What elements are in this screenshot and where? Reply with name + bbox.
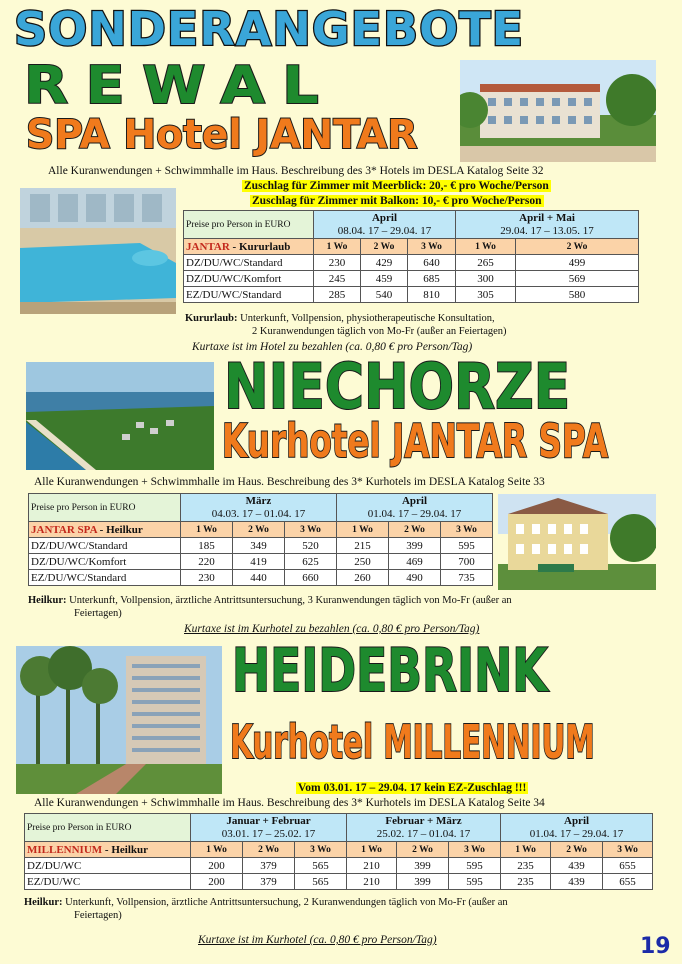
price-cell: 230 <box>181 570 233 586</box>
room-type: EZ/DU/WC/Standard <box>184 287 314 303</box>
price-cell: 265 <box>456 255 516 271</box>
price-cell: 595 <box>441 538 493 554</box>
week-header: 3 Wo <box>441 522 493 538</box>
price-cell: 305 <box>456 287 516 303</box>
price-cell: 490 <box>389 570 441 586</box>
table-row <box>184 271 639 287</box>
week-header: 1 Wo <box>347 842 397 858</box>
niechorze-hotel-title: Kurhotel JANTAR SPA <box>222 414 609 468</box>
rewal-surcharge-seaview: Zuschlag für Zimmer mit Meerblick: 20,- € pro Woche/Person <box>244 180 549 192</box>
price-cell: 230 <box>314 255 361 271</box>
table-row <box>29 554 493 570</box>
price-cell: 300 <box>456 271 516 287</box>
niechorze-aerial-photo <box>26 362 214 470</box>
price-cell: 440 <box>233 570 285 586</box>
price-cell: 399 <box>397 874 449 890</box>
price-cell: 439 <box>551 874 603 890</box>
heidebrink-note: Heilkur: Unterkunft, Vollpension, ärztliche Antrittsuntersuchung, 2 Kuranwendungen täglich von Mo-Fr (außer an <box>24 897 508 908</box>
niechorze-note-cont: Feiertagen) <box>74 608 122 619</box>
room-type: DZ/DU/WC/Standard <box>29 538 181 554</box>
price-cell: 459 <box>361 271 408 287</box>
week-header: 2 Wo <box>516 239 639 255</box>
price-cell: 660 <box>285 570 337 586</box>
room-type: EZ/DU/WC <box>25 874 191 890</box>
room-type: EZ/DU/WC/Standard <box>29 570 181 586</box>
table-row <box>29 570 493 586</box>
price-cell: 200 <box>191 874 243 890</box>
price-cell: 260 <box>337 570 389 586</box>
price-cell: 245 <box>314 271 361 287</box>
price-cell: 439 <box>551 858 603 874</box>
week-header: 3 Wo <box>408 239 456 255</box>
period-header: März 04.03. 17 – 01.04. 17 <box>181 494 337 522</box>
room-type: DZ/DU/WC/Komfort <box>184 271 314 287</box>
week-header: 1 Wo <box>501 842 551 858</box>
price-cell: 429 <box>361 255 408 271</box>
week-header: 3 Wo <box>603 842 653 858</box>
price-cell: 735 <box>441 570 493 586</box>
niechorze-hotel-photo <box>498 494 656 590</box>
price-cell: 700 <box>441 554 493 570</box>
week-header: 1 Wo <box>337 522 389 538</box>
price-cell: 220 <box>181 554 233 570</box>
niechorze-intro: Alle Kuranwendungen + Schwimmhalle im Haus. Beschreibung des 3* Kurhotels im DESLA Katalog Seite 33 <box>34 476 545 488</box>
rewal-surcharge-balcony: Zuschlag für Zimmer mit Balkon: 10,- € pro Woche/Person <box>252 195 542 207</box>
week-header: 2 Wo <box>233 522 285 538</box>
page-number: 19 <box>640 934 671 959</box>
price-cell: 200 <box>191 858 243 874</box>
category-label: MILLENNIUM - Heilkur <box>25 842 191 858</box>
price-cell: 520 <box>285 538 337 554</box>
week-header: 3 Wo <box>285 522 337 538</box>
table-row <box>184 255 639 271</box>
week-header: 2 Wo <box>551 842 603 858</box>
price-table-corner: Preise pro Person in EURO <box>184 211 314 239</box>
table-row <box>25 874 653 890</box>
price-cell: 235 <box>501 874 551 890</box>
room-type: DZ/DU/WC/Komfort <box>29 554 181 570</box>
price-cell: 210 <box>347 874 397 890</box>
heidebrink-price-table <box>24 813 653 890</box>
period-header: Februar + März 25.02. 17 – 01.04. 17 <box>347 814 501 842</box>
price-cell: 569 <box>516 271 639 287</box>
price-cell: 419 <box>233 554 285 570</box>
price-cell: 565 <box>295 874 347 890</box>
week-header: 3 Wo <box>295 842 347 858</box>
room-type: DZ/DU/WC <box>25 858 191 874</box>
price-cell: 810 <box>408 287 456 303</box>
price-cell: 379 <box>243 874 295 890</box>
heidebrink-tax-note: Kurtaxe ist im Kurhotel (ca. 0,80 € pro Person/Tag) <box>198 934 437 946</box>
rewal-tax-note: Kurtaxe ist im Hotel zu bezahlen (ca. 0,80 € pro Person/Tag) <box>192 341 473 353</box>
price-cell: 210 <box>347 858 397 874</box>
niechorze-place-title: NIECHORZE <box>224 350 571 423</box>
price-cell: 399 <box>389 538 441 554</box>
page-title: SONDERANGEBOTE <box>14 2 525 56</box>
price-cell: 215 <box>337 538 389 554</box>
week-header: 2 Wo <box>389 522 441 538</box>
heidebrink-intro: Alle Kuranwendungen + Schwimmhalle im Haus. Beschreibung des 3* Kurhotels im DESLA Katalog Seite 34 <box>34 797 545 809</box>
price-cell: 235 <box>501 858 551 874</box>
period-header: April 01.04. 17 – 29.04. 17 <box>501 814 653 842</box>
price-cell: 655 <box>603 874 653 890</box>
heidebrink-note-cont: Feiertagen) <box>74 910 122 921</box>
price-cell: 580 <box>516 287 639 303</box>
period-header: April 08.04. 17 – 29.04. 17 <box>314 211 456 239</box>
price-table-corner: Preise pro Person in EURO <box>25 814 191 842</box>
week-header: 2 Wo <box>243 842 295 858</box>
table-row <box>184 287 639 303</box>
price-cell: 379 <box>243 858 295 874</box>
period-header: April + Mai 29.04. 17 – 13.05. 17 <box>456 211 639 239</box>
period-header: Januar + Februar 03.01. 17 – 25.02. 17 <box>191 814 347 842</box>
period-header: April 01.04. 17 – 29.04. 17 <box>337 494 493 522</box>
price-table-corner: Preise pro Person in EURO <box>29 494 181 522</box>
niechorze-price-table <box>28 493 493 586</box>
week-header: 2 Wo <box>397 842 449 858</box>
rewal-intro: Alle Kuranwendungen + Schwimmhalle im Haus. Beschreibung des 3* Hotels im DESLA Katalog Seite 32 <box>48 165 544 177</box>
week-header: 3 Wo <box>449 842 501 858</box>
heidebrink-promo: Vom 03.01. 17 – 29.04. 17 kein EZ-Zuschlag !!! <box>298 782 527 794</box>
table-row <box>29 538 493 554</box>
price-cell: 250 <box>337 554 389 570</box>
week-header: 2 Wo <box>361 239 408 255</box>
rewal-price-table <box>183 210 639 303</box>
rewal-note-cont: 2 Kuranwendungen täglich von Mo-Fr (außer an Feiertagen) <box>252 326 507 337</box>
category-label: JANTAR SPA - Heilkur <box>29 522 181 538</box>
room-type: DZ/DU/WC/Standard <box>184 255 314 271</box>
price-cell: 595 <box>449 858 501 874</box>
price-cell: 285 <box>314 287 361 303</box>
price-cell: 640 <box>408 255 456 271</box>
rewal-place-title: REWAL <box>24 56 337 116</box>
price-cell: 655 <box>603 858 653 874</box>
price-cell: 499 <box>516 255 639 271</box>
niechorze-tax-note: Kurtaxe ist im Kurhotel zu bezahlen (ca. 0,80 € pro Person/Tag) <box>184 623 480 635</box>
price-cell: 625 <box>285 554 337 570</box>
niechorze-note: Heilkur: Unterkunft, Vollpension, ärztliche Antrittsuntersuchung, 3 Kuranwendungen täglich von Mo-Fr (außer an <box>28 595 512 606</box>
week-header: 1 Wo <box>181 522 233 538</box>
price-cell: 595 <box>449 874 501 890</box>
heidebrink-place-title: HEIDEBRINK <box>232 636 548 706</box>
price-cell: 565 <box>295 858 347 874</box>
heidebrink-hotel-title: Kurhotel MILLENNIUM <box>230 715 595 769</box>
price-cell: 540 <box>361 287 408 303</box>
heidebrink-hotel-photo <box>16 646 222 794</box>
table-row <box>25 858 653 874</box>
price-cell: 399 <box>397 858 449 874</box>
rewal-hotel-title: SPA Hotel JANTAR <box>26 112 418 158</box>
rewal-note: Kururlaub: Unterkunft, Vollpension, physiotherapeutische Konsultation, <box>185 313 495 324</box>
category-label: JANTAR - Kururlaub <box>184 239 314 255</box>
week-header: 1 Wo <box>456 239 516 255</box>
week-header: 1 Wo <box>314 239 361 255</box>
price-cell: 349 <box>233 538 285 554</box>
rewal-hotel-photo <box>460 60 656 162</box>
rewal-pool-photo <box>20 188 176 314</box>
price-cell: 185 <box>181 538 233 554</box>
price-cell: 685 <box>408 271 456 287</box>
week-header: 1 Wo <box>191 842 243 858</box>
price-cell: 469 <box>389 554 441 570</box>
